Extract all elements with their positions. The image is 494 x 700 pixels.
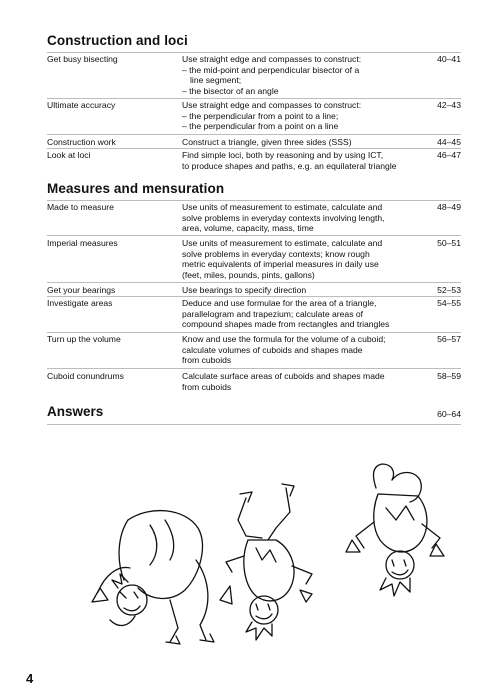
- row-description-line: parallelogram and trapezium; calculate areas of: [182, 308, 364, 319]
- figure-middle: [220, 484, 312, 640]
- row-title: Made to measure: [47, 202, 114, 212]
- row-title: Construction work: [47, 137, 116, 147]
- row-title: Look at loci: [47, 150, 91, 160]
- row-description-line: Deduce and use formulae for the area of a triangle,: [182, 298, 377, 308]
- row-pages: 40–41: [437, 54, 461, 64]
- row-description-line: solve problems in everyday contexts involving length,: [182, 212, 385, 223]
- row-pages: 42–43: [437, 100, 461, 110]
- row-pages: 46–47: [437, 150, 461, 160]
- row-description-line: – the mid-point and perpendicular bisector of a: [182, 64, 360, 75]
- answers-title: Answers: [47, 404, 104, 419]
- row-description-line: (feet, miles, pounds, pints, gallons): [182, 269, 315, 280]
- row-description-line: solve problems in everyday contexts; know rough: [182, 248, 370, 259]
- figure-right: [346, 464, 444, 596]
- row-title: Imperial measures: [47, 238, 118, 248]
- row-description-line: Use units of measurement to estimate, calculate and: [182, 202, 383, 212]
- page-number: 4: [26, 671, 34, 686]
- answers-pages: 60–64: [437, 409, 461, 419]
- row-pages: 52–53: [437, 285, 461, 295]
- row-title: Investigate areas: [47, 298, 113, 308]
- row-description-line: from cuboids: [182, 381, 232, 392]
- row-title: Get busy bisecting: [47, 54, 118, 64]
- section-title: Construction and loci: [47, 33, 188, 48]
- section-title: Measures and mensuration: [47, 181, 225, 196]
- row-title: Cuboid conundrums: [47, 371, 124, 381]
- row-pages: 56–57: [437, 334, 461, 344]
- row-description-line: metric equivalents of imperial measures in daily use: [182, 259, 379, 270]
- row-description-line: Calculate surface areas of cuboids and shapes made: [182, 371, 385, 381]
- row-description-line: Use units of measurement to estimate, calculate and: [182, 238, 383, 248]
- row-title: Turn up the volume: [47, 334, 121, 344]
- row-description-line: to produce shapes and paths, e.g. an equilateral triangle: [182, 160, 397, 171]
- row-description-line: – the perpendicular from a point to a line;: [182, 110, 339, 121]
- row-pages: 44–45: [437, 137, 461, 147]
- row-description-line: Use straight edge and compasses to construct:: [182, 100, 362, 110]
- row-pages: 48–49: [437, 202, 461, 212]
- row-description-line: – the bisector of an angle: [182, 85, 279, 96]
- row-description-line: area, volume, capacity, mass, time: [182, 223, 314, 234]
- row-title: Get your bearings: [47, 285, 116, 295]
- row-description-line: – the perpendicular from a point on a line: [182, 121, 339, 132]
- row-pages: 50–51: [437, 238, 461, 248]
- figure-left: [92, 511, 214, 644]
- row-title: Ultimate accuracy: [47, 100, 116, 110]
- row-description-line: compound shapes made from rectangles and triangles: [182, 319, 390, 330]
- row-description-line: calculate volumes of cuboids and shapes made: [182, 344, 363, 355]
- row-description-line: Find simple loci, both by reasoning and by using ICT,: [182, 150, 384, 160]
- row-description-line: line segment;: [190, 75, 242, 86]
- row-description-line: Construct a triangle, given three sides (SSS): [182, 137, 352, 147]
- row-pages: 54–55: [437, 298, 461, 308]
- row-description-line: from cuboids: [182, 355, 232, 366]
- row-description-line: Know and use the formula for the volume of a cuboid;: [182, 334, 386, 344]
- row-description-line: Use straight edge and compasses to construct:: [182, 54, 362, 64]
- row-pages: 58–59: [437, 371, 461, 381]
- row-description-line: Use bearings to specify direction: [182, 285, 307, 295]
